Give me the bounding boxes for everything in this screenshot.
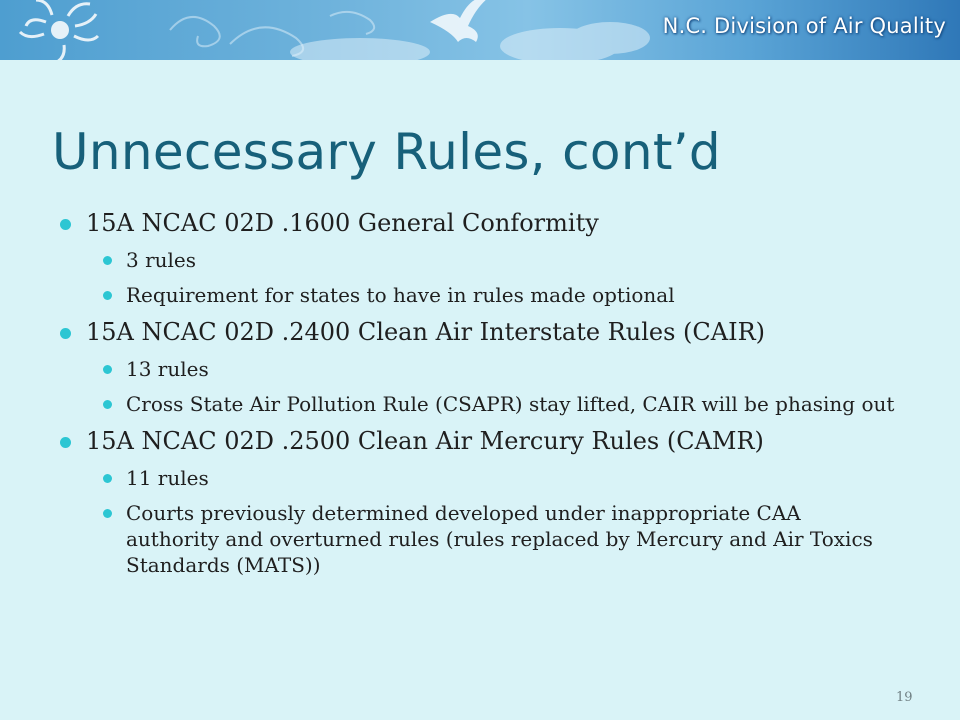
sub-bullet-item [58, 282, 918, 308]
bullet-dot-icon [103, 256, 112, 265]
bullet-dot-icon [103, 474, 112, 483]
sub-bullet-item [58, 247, 918, 273]
header-banner [0, 0, 960, 60]
sub-bullet-item [58, 391, 918, 417]
bullet-dot-icon [60, 437, 71, 448]
slide-title: Unnecessary Rules, cont’d [52, 123, 721, 181]
bullet-dot-icon [103, 400, 112, 409]
bullet-dot-icon [60, 219, 71, 230]
bullet-list [58, 208, 918, 587]
bullet-dot-icon [103, 509, 112, 518]
bullet-text: 15A NCAC 02D .2400 Clean Air Interstate Rules (CAIR) [86, 318, 766, 346]
sub-bullet-item [58, 500, 918, 578]
sub-bullet-text: 13 rules [126, 357, 209, 381]
sub-bullet-text: Requirement for states to have in rules made optional [126, 283, 675, 307]
bullet-text: 15A NCAC 02D .2500 Clean Air Mercury Rules (CAMR) [86, 427, 764, 455]
bullet-item [58, 317, 918, 347]
bullet-item [58, 208, 918, 238]
sub-bullet-text: Cross State Air Pollution Rule (CSAPR) stay lifted, CAIR will be phasing out [126, 392, 895, 416]
bird-icon [430, 0, 488, 42]
bullet-dot-icon [60, 328, 71, 339]
organization-name: N.C. Division of Air Quality [662, 14, 946, 38]
sub-bullet-text: 11 rules [126, 466, 209, 490]
sun-logo-icon [20, 0, 98, 60]
slide-number: 19 [896, 690, 913, 705]
sub-bullet-item [58, 356, 918, 382]
bullet-item [58, 426, 918, 456]
sub-bullet-item [58, 465, 918, 491]
sub-bullet-text: 3 rules [126, 248, 197, 272]
bullet-dot-icon [103, 291, 112, 300]
sub-bullet-text: Courts previously determined developed under inappropriate CAA authority and overturned rules (rules replaced by Mercury and Air Toxics Standards (MATS)) [126, 501, 873, 577]
bullet-text: 15A NCAC 02D .1600 General Conformity [86, 209, 599, 237]
bullet-dot-icon [103, 365, 112, 374]
